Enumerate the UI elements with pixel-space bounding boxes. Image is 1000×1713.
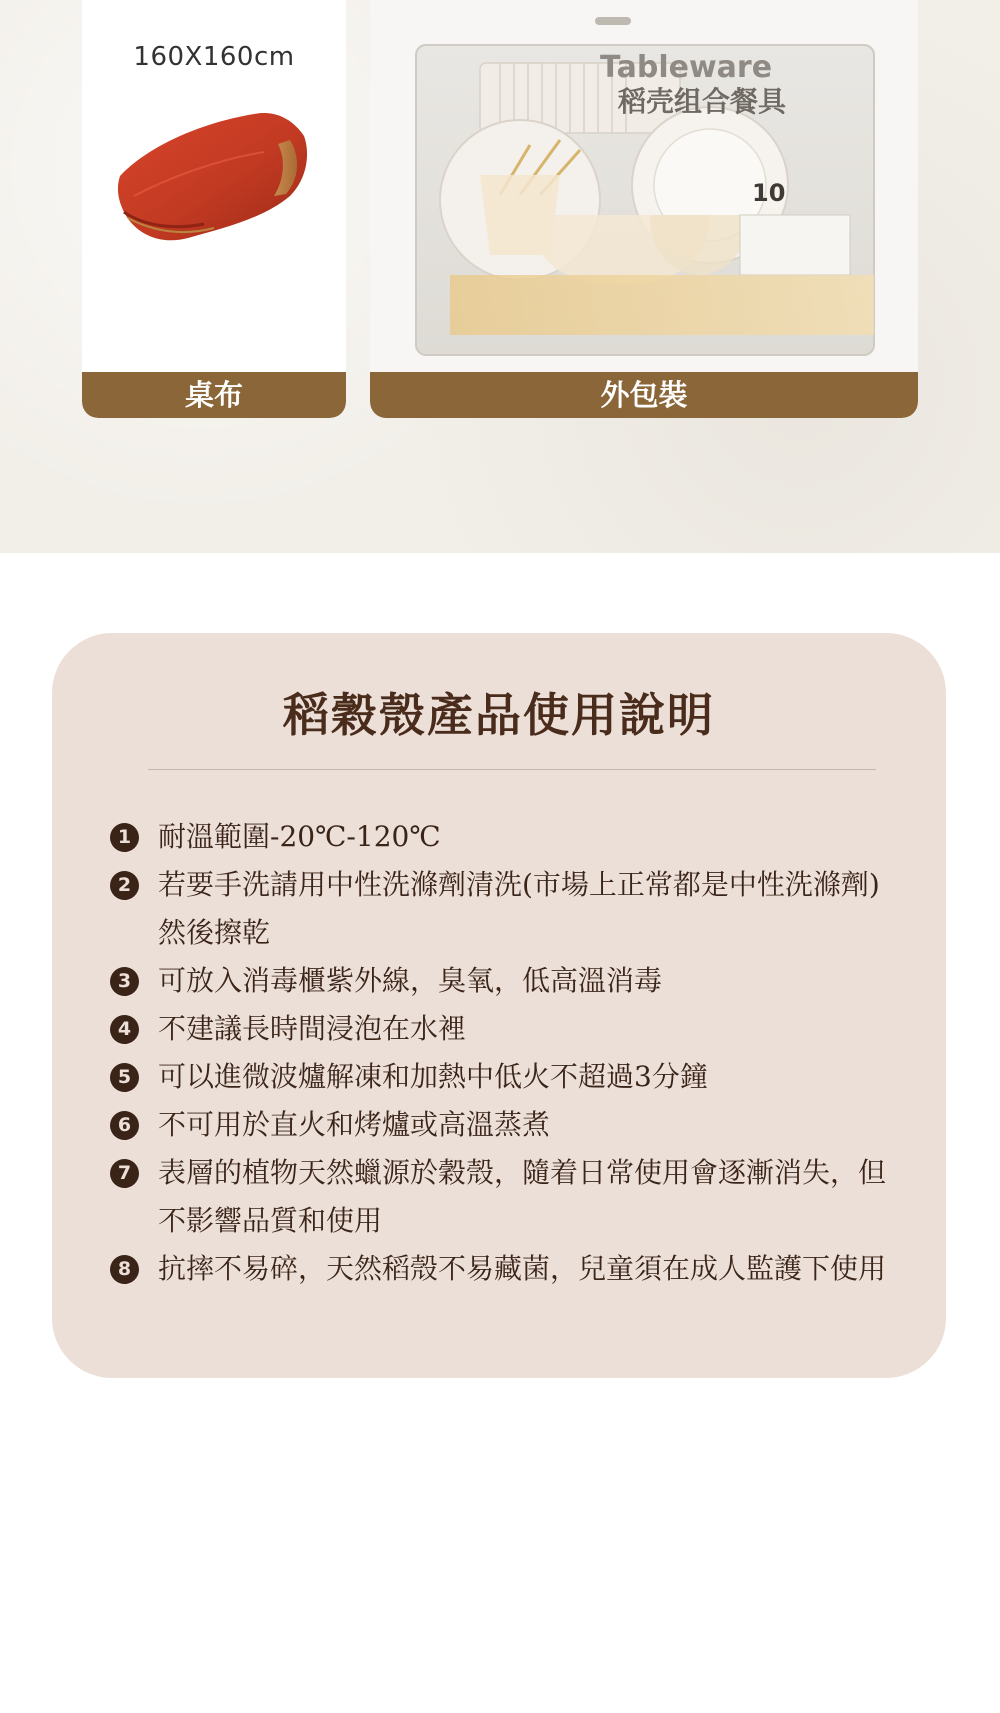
instruction-item-2 [110,861,910,957]
instruction-text: 耐溫範圍-20℃-120℃ [158,820,441,853]
instruction-item-3 [110,957,910,1005]
title-divider [148,769,876,770]
number-badge-icon: 1 [110,823,139,852]
number-badge-icon: 3 [110,967,139,996]
instruction-text: 可以進微波爐解凍和加熱中低火不超過3分鐘 [158,1060,708,1093]
instruction-item-5 [110,1053,910,1101]
number-badge-icon: 2 [110,871,139,900]
number-badge-icon: 5 [110,1063,139,1092]
instruction-text: 若要手洗請用中性洗滌劑清洗(市場上正常都是中性洗滌劑) 然後擦乾 [158,868,880,949]
instruction-item-6 [110,1101,910,1149]
instruction-item-8 [110,1245,910,1293]
package-image [410,5,880,360]
package-title-text: 稻壳组合餐具 [618,85,787,118]
instruction-item-4 [110,1005,910,1053]
package-brand-text: Tableware [600,50,773,85]
tablecloth-card [82,0,346,418]
usage-instructions-panel [52,633,946,1378]
tablecloth-size-label: 160X160cm [133,42,295,72]
instruction-text: 不建議長時間浸泡在水裡 [158,1012,467,1045]
package-count-text: 10 [752,179,786,207]
instructions-list [110,813,910,1293]
instruction-item-7 [110,1149,910,1245]
product-contents-section [0,0,1000,553]
instruction-item-1 [110,813,910,861]
tablecloth-image [114,100,314,250]
number-badge-icon: 7 [110,1159,139,1188]
package-card [370,0,918,418]
number-badge-icon: 6 [110,1111,139,1140]
number-badge-icon: 8 [110,1255,139,1284]
instruction-text: 可放入消毒櫃紫外線，臭氧，低高溫消毒 [158,964,663,997]
instruction-text: 表層的植物天然蠟源於穀殼，隨着日常使用會逐漸消失，但不影響品質和使用 [158,1156,887,1237]
package-tag: 外包裝 [370,372,918,418]
instructions-title: 稻穀殼產品使用說明 [283,688,715,742]
number-badge-icon: 4 [110,1015,139,1044]
instruction-text: 抗摔不易碎，天然稻殼不易藏菌，兒童須在成人監護下使用 [158,1252,887,1285]
tablecloth-tag: 桌布 [82,372,346,418]
instruction-text: 不可用於直火和烤爐或高溫蒸煮 [158,1108,551,1141]
